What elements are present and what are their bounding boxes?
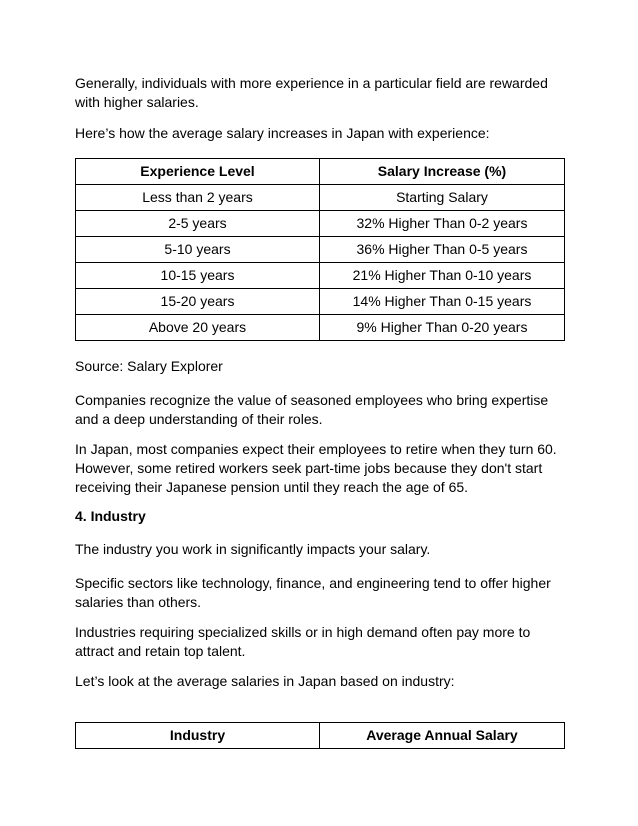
table-cell: 5-10 years (76, 237, 320, 263)
paragraph-specialized-skills: Industries requiring specialized skills or in high demand often pay more to attract and retain top talent. (75, 624, 531, 659)
column-header-salary-increase: Salary Increase (%) (320, 159, 565, 185)
table-cell: Above 20 years (76, 315, 320, 341)
table-header-row (76, 723, 565, 749)
table-row (76, 237, 565, 263)
table-cell: 32% Higher Than 0-2 years (320, 211, 565, 237)
paragraph-experience-intro: Generally, individuals with more experience in a particular field are rewarded with higher salaries. (75, 75, 548, 110)
column-header-industry: Industry (76, 723, 320, 749)
table-row (76, 185, 565, 211)
column-header-experience-level: Experience Level (76, 159, 320, 185)
table-row (76, 211, 565, 237)
experience-salary-table (75, 158, 565, 341)
paragraph-specific-sectors: Specific sectors like technology, finance, and engineering tend to offer higher salaries than others. (75, 575, 551, 610)
table-cell: 36% Higher Than 0-5 years (320, 237, 565, 263)
table-header-row (76, 159, 565, 185)
table-cell: 9% Higher Than 0-20 years (320, 315, 565, 341)
paragraph-retirement: In Japan, most companies expect their employees to retire when they turn 60. However, some retired workers seek part-time jobs because they don't start receiving their Japanese pension until they reach the age of 65. (75, 441, 557, 495)
table-cell: 15-20 years (76, 289, 320, 315)
industry-salary-table (75, 722, 565, 749)
column-header-average-annual-salary: Average Annual Salary (320, 723, 565, 749)
paragraph-table-lead: Here’s how the average salary increases in Japan with experience: (75, 125, 490, 141)
table-row (76, 315, 565, 341)
paragraph-seasoned-employees: Companies recognize the value of seasoned employees who bring expertise and a deep understanding of their roles. (75, 392, 549, 427)
table-row (76, 263, 565, 289)
table-cell: 2-5 years (76, 211, 320, 237)
source-citation: Source: Salary Explorer (75, 358, 223, 374)
table-cell: Less than 2 years (76, 185, 320, 211)
table-cell: 21% Higher Than 0-10 years (320, 263, 565, 289)
paragraph-industry-impact: The industry you work in significantly impacts your salary. (75, 541, 431, 557)
table-cell: Starting Salary (320, 185, 565, 211)
table-row (76, 289, 565, 315)
table-cell: 10-15 years (76, 263, 320, 289)
table-cell: 14% Higher Than 0-15 years (320, 289, 565, 315)
paragraph-industry-table-lead: Let’s look at the average salaries in Japan based on industry: (75, 673, 455, 689)
section-heading-industry: 4. Industry (75, 508, 146, 524)
